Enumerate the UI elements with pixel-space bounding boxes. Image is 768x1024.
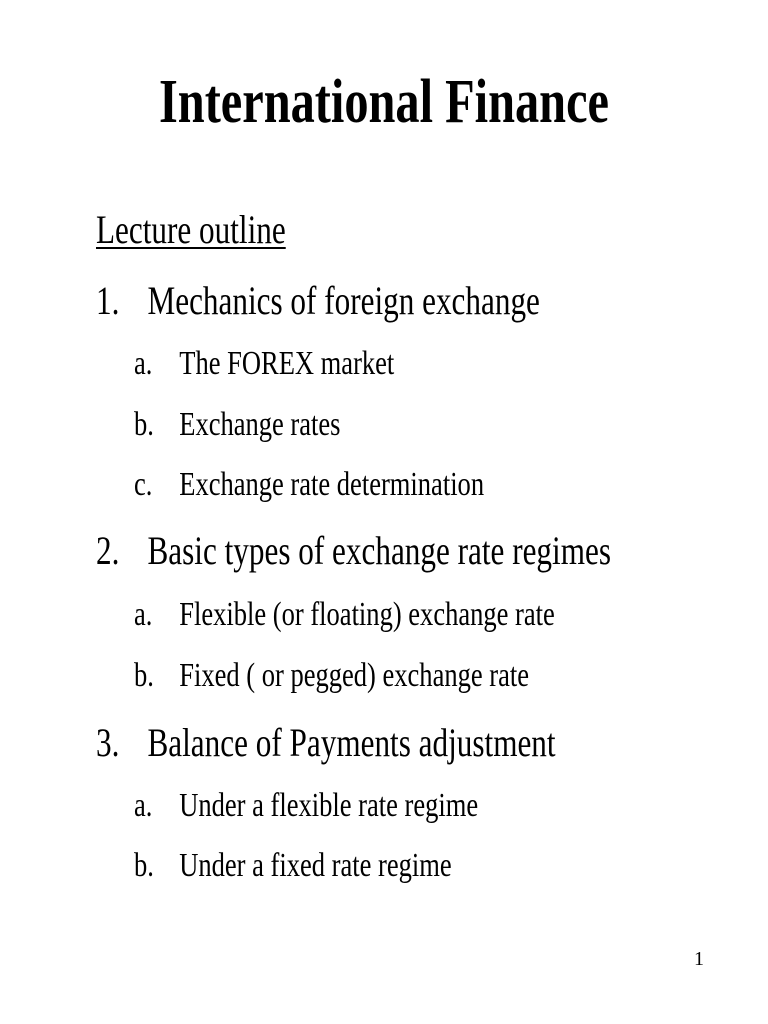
outline-subitem-letter: b. (134, 406, 154, 443)
outline-subitem-text: Flexible (or floating) exchange rate (179, 596, 555, 633)
outline-subitem-letter: a. (134, 596, 153, 633)
slide-title: International Finance (158, 68, 610, 136)
outline-subitem-text: Fixed ( or pegged) exchange rate (179, 657, 530, 694)
outline-subitem-text: Under a flexible rate regime (179, 787, 479, 824)
outline-subitem (134, 404, 340, 446)
outline-subitem-text: The FOREX market (179, 345, 395, 382)
outline-heading: Lecture outline (96, 207, 286, 252)
outline-subitem (134, 655, 529, 697)
outline-subitem-text: Under a fixed rate regime (179, 847, 452, 884)
outline-subitem (134, 845, 452, 887)
outline-item-number: 2. (96, 528, 120, 573)
outline-subitem-letter: a. (134, 787, 153, 824)
outline-item-1 (96, 276, 540, 326)
outline-item-text: Balance of Payments adjustment (147, 720, 556, 765)
outline-item-text: Basic types of exchange rate regimes (147, 528, 611, 573)
outline-subitem-text: Exchange rate determination (179, 466, 485, 503)
outline-subitem (134, 464, 484, 506)
page-number: 1 (694, 948, 704, 970)
outline-subitem-letter: b. (134, 657, 154, 694)
outline-subitem (134, 785, 478, 827)
outline-item-3 (96, 718, 556, 768)
outline-subitem (134, 594, 555, 636)
outline-subitem-text: Exchange rates (179, 406, 341, 443)
outline-subitem-letter: a. (134, 345, 153, 382)
outline-item-text: Mechanics of foreign exchange (147, 278, 540, 323)
outline-subitem-letter: b. (134, 847, 154, 884)
outline-item-2 (96, 526, 611, 576)
outline-item-number: 1. (96, 278, 120, 323)
outline-item-number: 3. (96, 720, 120, 765)
outline-subitem-letter: c. (134, 466, 153, 503)
outline-subitem (134, 343, 394, 385)
